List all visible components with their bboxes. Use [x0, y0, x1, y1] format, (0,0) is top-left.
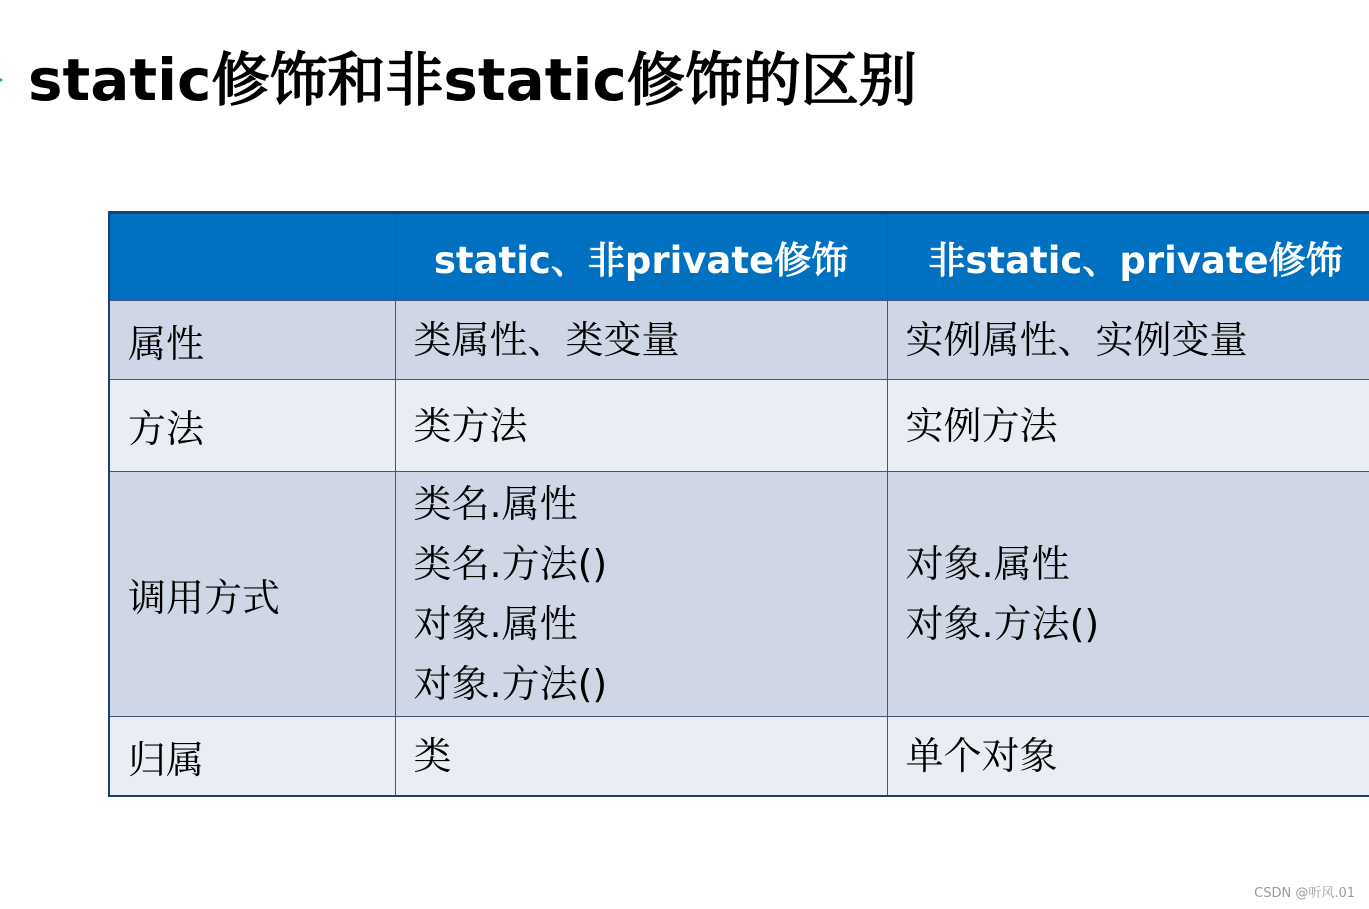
row-label-invocation: 调用方式 [109, 472, 395, 717]
table-row [109, 717, 1369, 797]
cell-line: 对象.方法() [905, 602, 1100, 646]
slide-title: static修饰和非static修饰的区别 [28, 46, 917, 114]
table-header-row [109, 213, 1369, 301]
cell-line: 对象.属性 [905, 542, 1070, 586]
cell-line: 类方法 [413, 403, 528, 448]
cell-non-static-ownership [887, 717, 1369, 797]
table-row [109, 380, 1369, 472]
cell-non-static-method [887, 380, 1369, 472]
cell-static-attribute [395, 301, 887, 380]
row-label-method: 方法 [109, 380, 395, 472]
cell-line: 类属性、类变量 [413, 318, 680, 362]
header-cell-corner [109, 213, 395, 301]
table-row [109, 301, 1369, 380]
cell-static-method [395, 380, 887, 472]
watermark: CSDN @听风.01 [1254, 886, 1355, 901]
row-label-attribute: 属性 [109, 301, 395, 380]
cell-line: 类名.属性 [413, 482, 578, 526]
cell-line: 实例属性、实例变量 [905, 318, 1248, 362]
cell-line: 类名.方法() [413, 542, 608, 586]
header-cell-non-static: 非static、private修饰 [887, 213, 1369, 301]
header-cell-static: static、非private修饰 [395, 213, 887, 301]
comparison-table [108, 211, 1369, 797]
cell-static-invocation [395, 472, 887, 717]
bullet-marker-icon [0, 74, 3, 86]
cell-non-static-invocation [887, 472, 1369, 717]
cell-line: 实例方法 [905, 403, 1058, 448]
cell-line: 对象.方法() [413, 662, 608, 706]
table-row [109, 472, 1369, 717]
cell-line: 类 [413, 734, 452, 778]
cell-line: 对象.属性 [413, 602, 578, 646]
cell-non-static-attribute [887, 301, 1369, 380]
row-label-ownership: 归属 [109, 717, 395, 797]
cell-static-ownership [395, 717, 887, 797]
cell-line: 单个对象 [905, 734, 1058, 778]
